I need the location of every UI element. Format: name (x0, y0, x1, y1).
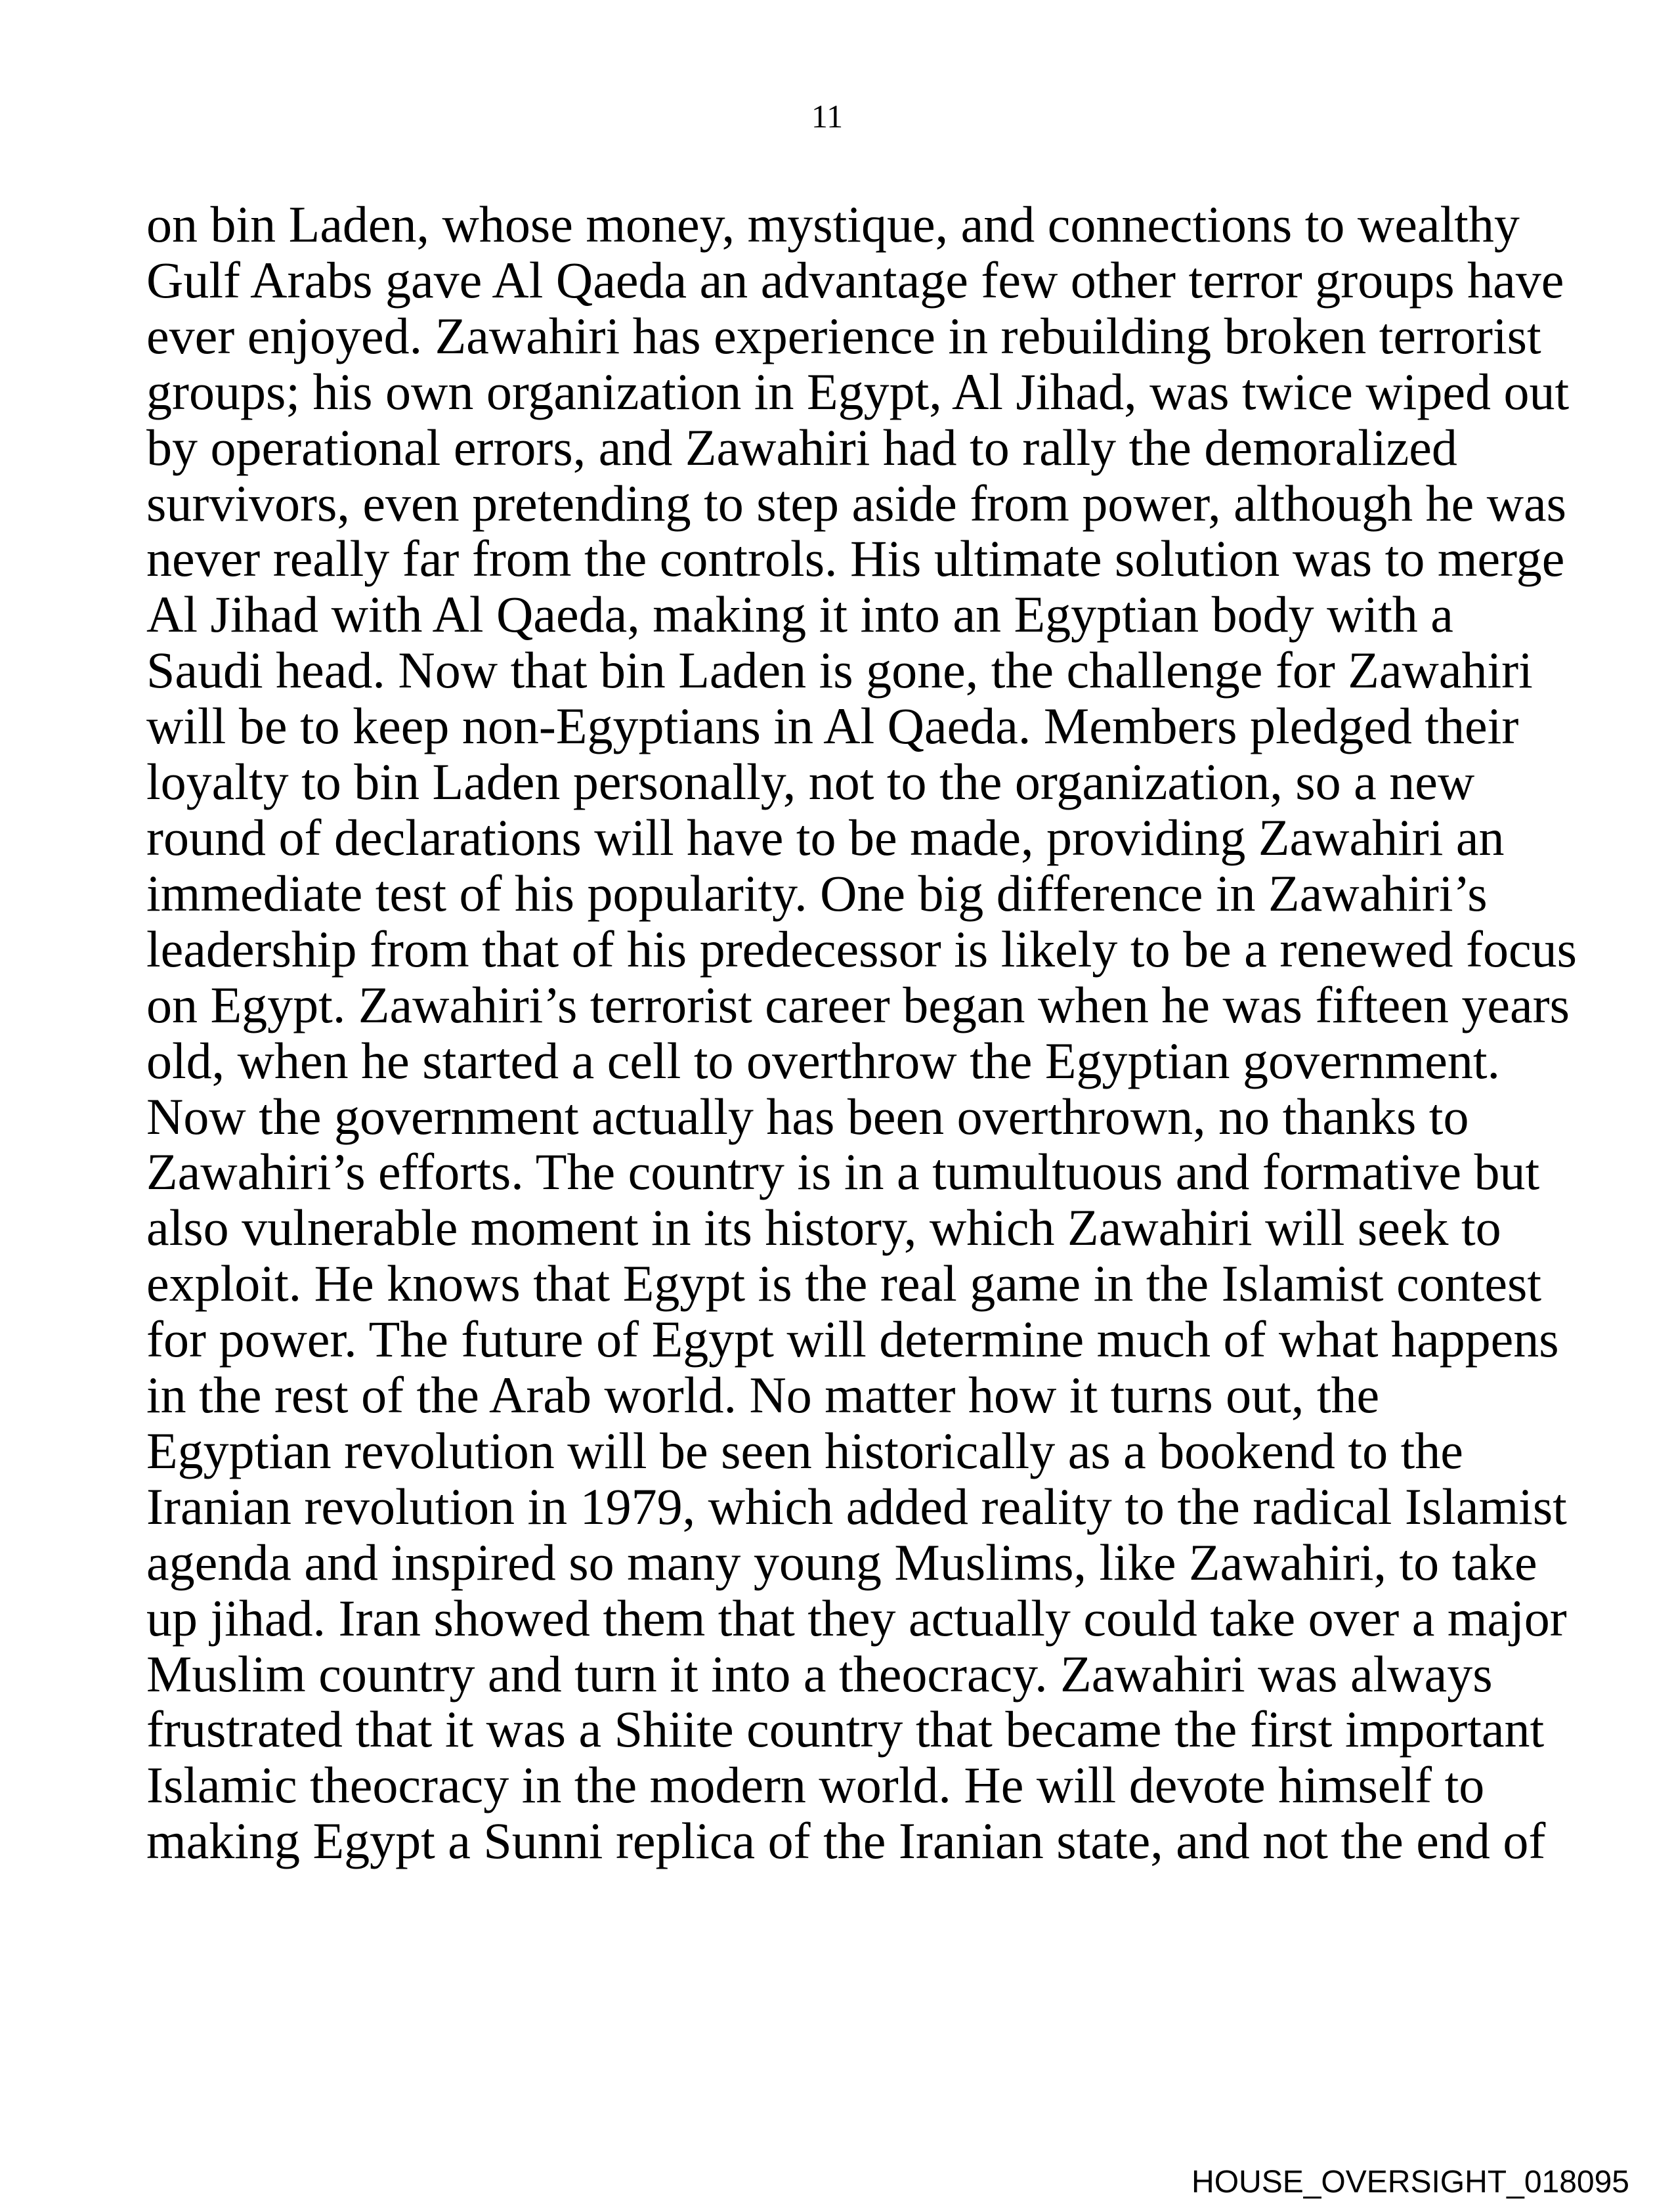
text-line: Gulf Arabs gave Al Qaeda an advantage few other terror groups have (146, 251, 1564, 309)
text-line: will be to keep non-Egyptians in Al Qaeda. Members pledged their (146, 697, 1519, 755)
text-line: in the rest of the Arab world. No matter how it turns out, the (146, 1366, 1380, 1424)
text-line: groups; his own organization in Egypt, Al Jihad, was twice wiped out (146, 362, 1570, 420)
text-line: round of declarations will have to be made, providing Zawahiri an (146, 808, 1505, 866)
text-line: agenda and inspired so many young Muslims, like Zawahiri, to take (146, 1533, 1537, 1591)
text-line: Now the government actually has been overthrown, no thanks to (146, 1087, 1469, 1145)
text-line: loyalty to bin Laden personally, not to the organization, so a new (146, 753, 1475, 811)
text-line: on Egypt. Zawahiri’s terrorist career began when he was fifteen years (146, 976, 1570, 1033)
body-text (146, 197, 1656, 1869)
text-line: for power. The future of Egypt will determine much of what happens (146, 1311, 1559, 1368)
bates-stamp: HOUSE_OVERSIGHT_018095 (1191, 2165, 1629, 2200)
text-line: Saudi head. Now that bin Laden is gone, the challenge for Zawahiri (146, 641, 1533, 699)
text-line: leadership from that of his predecessor is likely to be a renewed focus (146, 920, 1577, 978)
text-line: never really far from the controls. His ultimate solution was to merge (146, 530, 1565, 588)
text-line: frustrated that it was a Shiite country that became the first important (146, 1701, 1545, 1758)
text-line: ever enjoyed. Zawahiri has experience in rebuilding broken terrorist (146, 307, 1541, 364)
text-line: also vulnerable moment in its history, which Zawahiri will seek to (146, 1199, 1501, 1257)
text-line: making Egypt a Sunni replica of the Iranian state, and not the end of (146, 1812, 1546, 1870)
text-line: immediate test of his popularity. One big difference in Zawahiri’s (146, 864, 1488, 922)
text-line: old, when he started a cell to overthrow the Egyptian government. (146, 1031, 1501, 1089)
text-line: on bin Laden, whose money, mystique, and connections to wealthy (146, 196, 1520, 253)
text-line: Zawahiri’s efforts. The country is in a tumultuous and formative but (146, 1143, 1540, 1201)
text-line: by operational errors, and Zawahiri had to rally the demoralized (146, 418, 1457, 476)
text-line: Al Jihad with Al Qaeda, making it into an Egyptian body with a (146, 586, 1453, 643)
page-number: 11 (811, 98, 844, 135)
text-line: up jihad. Iran showed them that they actually could take over a major (146, 1589, 1567, 1647)
text-line: survivors, even pretending to step aside from power, although he was (146, 474, 1567, 532)
text-line: exploit. He knows that Egypt is the real game in the Islamist contest (146, 1255, 1542, 1312)
text-line: Iranian revolution in 1979, which added reality to the radical Islamist (146, 1477, 1567, 1535)
text-line: Egyptian revolution will be seen historically as a bookend to the (146, 1421, 1463, 1479)
text-line: Muslim country and turn it into a theocracy. Zawahiri was always (146, 1645, 1493, 1702)
text-line: Islamic theocracy in the modern world. He will devote himself to (146, 1756, 1485, 1814)
